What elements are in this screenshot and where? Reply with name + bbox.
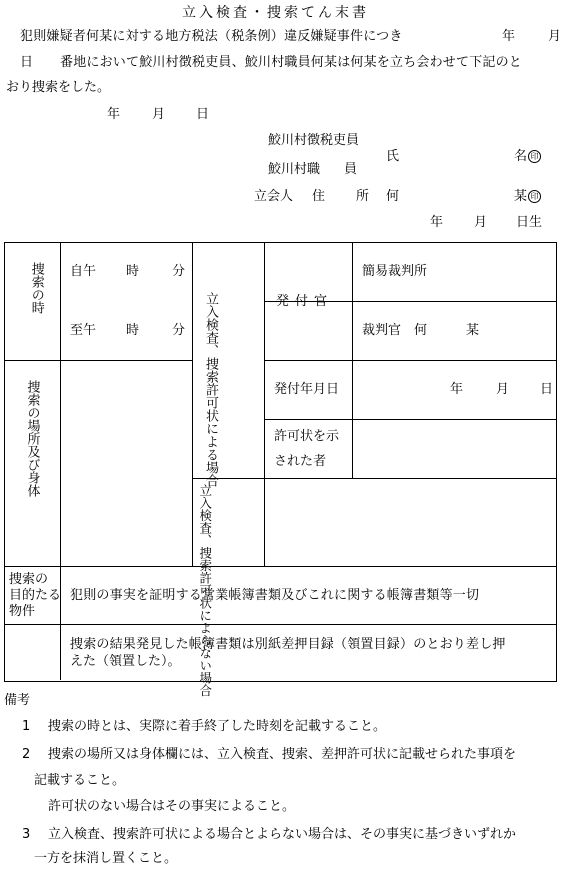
note-3-line-2: 一方を抹消し置くこと。 (34, 851, 178, 866)
address-label-a: 住 (312, 189, 326, 204)
purpose-label-a: 捜索の (9, 572, 49, 587)
note-1-number: 1 (22, 719, 31, 734)
issuer-label: 発付官 (276, 294, 334, 309)
issue-date-label: 発付年月日 (274, 382, 340, 397)
intro-line-2: 番地において鮫川村徴税吏員、鮫川村職員何某は何某を立ち会わせて下記のと (60, 55, 523, 70)
birth-month: 月 (474, 215, 488, 230)
date-month: 月 (152, 107, 166, 122)
intro-line-1: 犯則嫌疑者何某に対する地方税法（税条例）違反嫌疑事件につき (20, 29, 403, 44)
address-label-b: 所 (356, 189, 370, 204)
end-time-prefix: 至午 (70, 323, 97, 338)
birth-year: 年 (430, 215, 444, 230)
result-line-1: 捜索の結果発見した帳簿書類は別紙差押目録（領置目録）のとおり差し押 (70, 637, 506, 652)
seal-icon: 印 (528, 150, 541, 163)
no-warrant-label: 立入検査、捜索許可状によらない場合 (197, 484, 213, 697)
shi-label: 氏 (386, 149, 400, 164)
intro-year: 年 (502, 29, 516, 44)
start-hour: 時 (126, 264, 140, 279)
search-time-label: 捜索の時 (28, 262, 44, 314)
court-name: 簡易裁判所 (362, 264, 428, 279)
end-hour: 時 (126, 323, 140, 338)
start-minute: 分 (172, 264, 186, 279)
witness-label: 立会人 (254, 189, 294, 204)
shown-to-label-a: 許可状を示 (274, 429, 340, 444)
date-day: 日 (196, 107, 210, 122)
mei-label: 名 印 (514, 150, 541, 163)
note-2-line-1: 捜索の場所又は身体欄には、立入検査、捜索、差押許可状に記載せられた事項を (48, 747, 517, 762)
warrant-case-label: 立入検査、捜索許可状による場合 (202, 292, 218, 487)
note-2-number: 2 (22, 747, 31, 762)
date-year: 年 (107, 107, 121, 122)
start-time-prefix: 自午 (70, 264, 97, 279)
officer-title: 鮫川村徴税吏員 (268, 133, 360, 148)
search-place-label: 捜索の場所及び身体 (24, 380, 40, 497)
shown-to-label-b: された者 (274, 454, 327, 469)
document-title: 立入検査・捜索てん末書 (182, 5, 369, 21)
note-3-line-1: 立入検査、捜索許可状による場合とよらない場合は、その事実に基づきいずれか (48, 827, 517, 842)
notes-heading: 備考 (4, 693, 31, 708)
purpose-value: 犯則の事実を証明する営業帳簿書類及びこれに関する帳簿書類等一切 (70, 588, 480, 603)
intro-month: 月 (548, 29, 562, 44)
note-1-text: 捜索の時とは、実際に着手終了した時刻を記載すること。 (48, 719, 387, 734)
birth-day: 日生 (516, 215, 543, 230)
end-minute: 分 (172, 323, 186, 338)
witness-bou: 某 印 (514, 190, 541, 203)
result-line-2: えた（領置した）。 (70, 654, 181, 669)
intro-line-3: おり捜索をした。 (6, 80, 111, 95)
judge-name: 裁判官 何 某 (362, 323, 480, 338)
issue-day: 日 (540, 382, 554, 397)
officer2-label: 鮫川村職 員 (268, 162, 358, 177)
intro-day: 日 (20, 55, 34, 70)
witness-nani: 何 (386, 189, 400, 204)
note-2-line-2: 記載すること。 (34, 773, 126, 788)
issue-month: 月 (496, 382, 510, 397)
issue-year: 年 (450, 382, 464, 397)
purpose-label-c: 物件 (9, 604, 36, 619)
note-2-line-3: 許可状のない場合はその事実によること。 (48, 799, 296, 814)
seal-icon: 印 (528, 190, 541, 203)
purpose-label-b: 目的たる (9, 588, 62, 603)
note-3-number: 3 (22, 827, 31, 842)
